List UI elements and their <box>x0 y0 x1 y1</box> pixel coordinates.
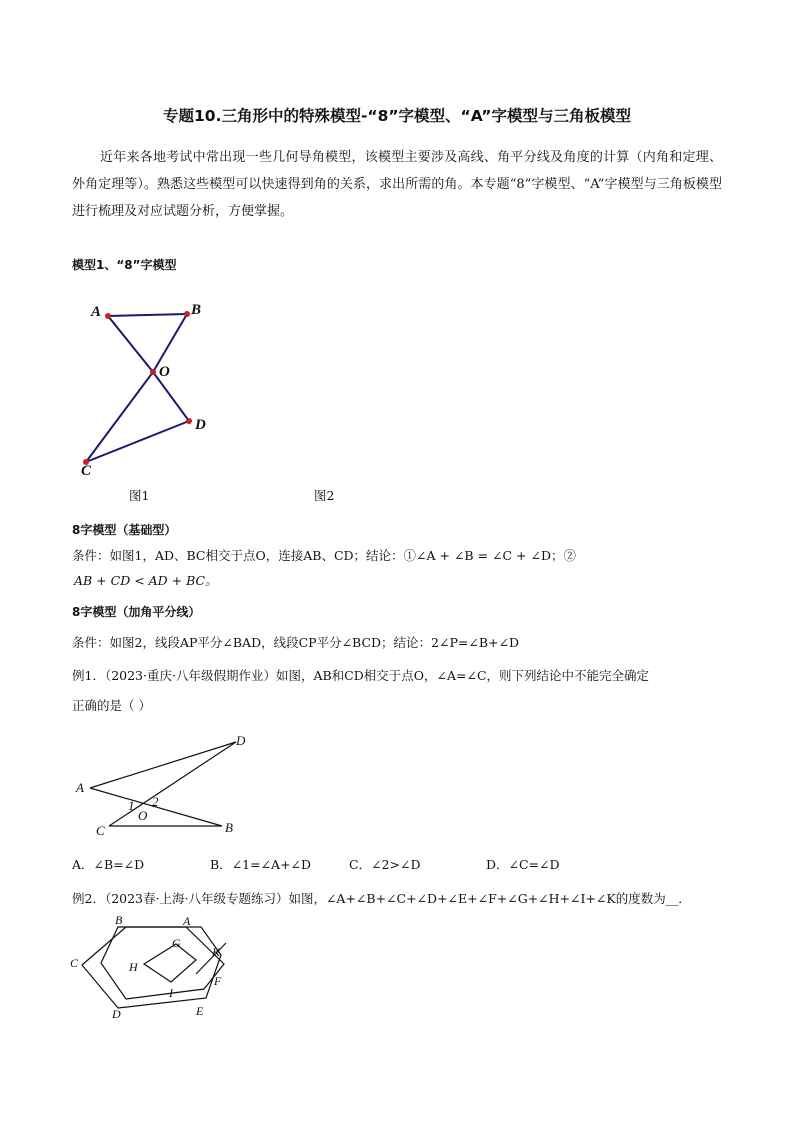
model1-heading: 模型1、“8”字模型 <box>72 258 177 272</box>
ex1-label-D: D <box>236 733 246 748</box>
ex2-label-B: B <box>115 913 123 927</box>
option-c: C．∠2>∠D <box>349 857 421 872</box>
example-2-figure <box>66 910 236 1022</box>
ex2-label-D: D <box>112 1007 121 1021</box>
figure-caption-1: 图1 <box>129 488 150 503</box>
segment-AB <box>108 314 187 316</box>
option-d: D．∠C=∠D <box>486 857 560 872</box>
point-O <box>150 369 156 375</box>
ex2-label-G: G <box>172 936 181 950</box>
ex1-label-O: O <box>138 808 148 823</box>
ex1-label-A: A <box>76 780 84 795</box>
example-1-question: 例1．（2023·重庆·八年级假期作业）如图，AB和CD相交于点O，∠A=∠C，则下列结论中不能完全确定 <box>72 668 650 683</box>
example-1-question-tail: 正确的是（ ） <box>72 698 151 713</box>
basic-model-conclusion: AB + CD < AD + BC。 <box>74 573 218 588</box>
segment-AO <box>108 316 153 372</box>
example-2-question: 例2．（2023春·上海·八年级专题练习）如图，∠A+∠B+∠C+∠D+∠E+∠F+∠G+∠H+∠I+∠K的度数为__． <box>72 891 691 906</box>
ex1-label-C: C <box>96 823 105 838</box>
bisector-model-heading: 8字模型（加角平分线） <box>72 605 201 619</box>
ex2-label-F: F <box>214 974 222 988</box>
example-1-figure <box>70 728 250 840</box>
point-B <box>184 311 190 317</box>
ex1-label-B: B <box>225 820 233 835</box>
point-A <box>105 313 111 319</box>
ex1-label-2: 2 <box>152 794 159 809</box>
label-B: B <box>191 302 202 318</box>
intro-paragraph: 近年来各地考试中常出现一些几何导角模型，该模型主要涉及高线、角平分线及角度的计算（内角和定理、外角定理等）。熟悉这些模型可以快速得到角的关系，求出所需的角。本专题“8”字模型、“A”字模型与三角板模型进行梳理及对应试题分析，方便掌握。 <box>72 150 722 219</box>
page-title: 专题10.三角形中的特殊模型-“8”字模型、“A”字模型与三角板模型 <box>163 107 631 125</box>
label-A: A <box>91 304 102 320</box>
ex2-label-I: I <box>169 986 173 1000</box>
bisector-model-condition: 条件：如图2，线段AP平分∠BAD，线段CP平分∠BCD；结论：2∠P=∠B+∠D <box>72 635 519 650</box>
label-O: O <box>159 364 170 380</box>
basic-model-heading: 8字模型（基础型） <box>72 523 177 537</box>
option-b: B．∠1=∠A+∠D <box>210 857 312 872</box>
ex2-label-C: C <box>70 956 79 970</box>
ex2-label-H: H <box>129 960 138 974</box>
ex2-label-K: K <box>212 945 221 959</box>
figure-caption-2: 图2 <box>314 488 335 503</box>
ex2-label-E: E <box>196 1004 204 1018</box>
point-D <box>186 418 192 424</box>
label-C: C <box>81 463 92 479</box>
ex2-label-A: A <box>183 914 191 928</box>
ex1-label-1: 1 <box>128 798 135 813</box>
label-D: D <box>195 417 206 433</box>
option-a: A．∠B=∠D <box>72 857 145 872</box>
figure-8-model <box>70 290 220 490</box>
basic-model-condition: 条件：如图1，AD、BC相交于点O，连接AB、CD；结论：①∠A + ∠B = ∠C + ∠D；② <box>72 548 576 563</box>
